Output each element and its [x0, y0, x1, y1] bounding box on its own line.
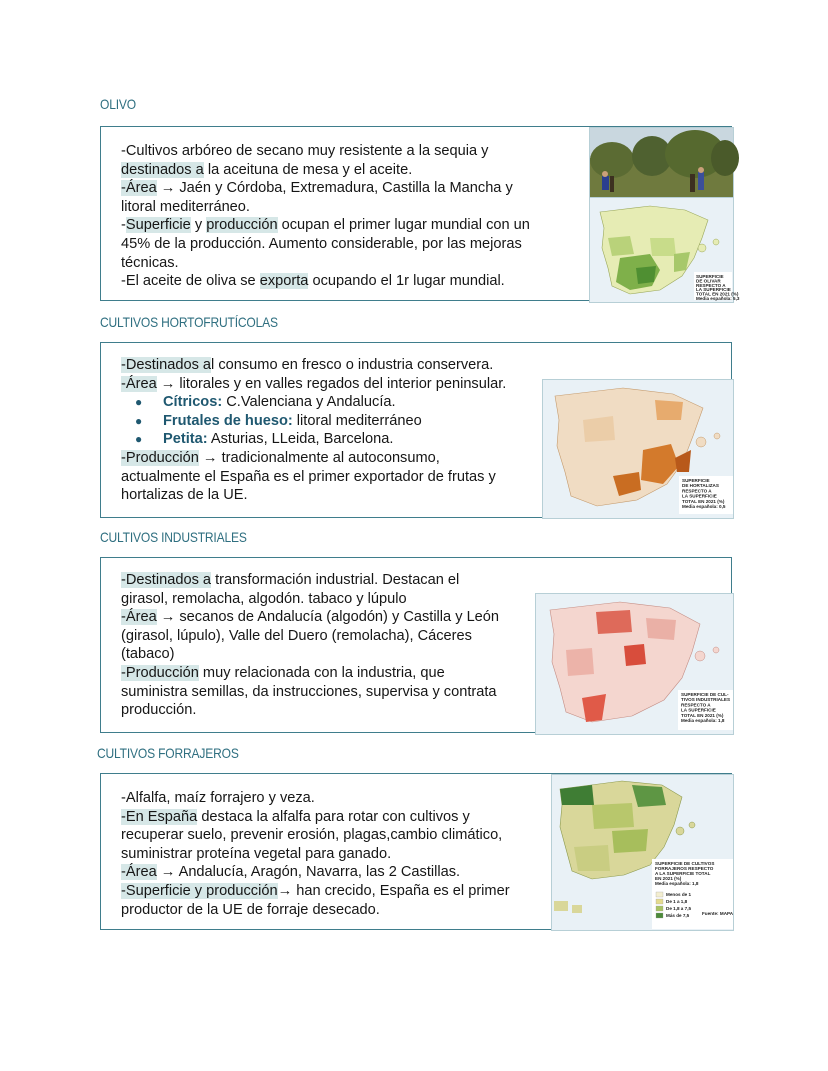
text-line: actualmente el España es el primer exportador de frutas y — [121, 468, 496, 485]
forrajeros-text — [121, 789, 510, 919]
text-line: -Cultivos arbóreo de secano muy resistente a la sequia y — [121, 143, 489, 159]
hortofruticolas-box — [100, 342, 732, 518]
map-legend-text: LA SUPERFICIE — [681, 707, 716, 713]
text-line: -Destinados al consumo en fresco o industria conservera. — [121, 357, 494, 373]
map-legend-class: De 1,8 a 7,5 — [666, 906, 692, 911]
map-legend-text: Media española: 1,8 — [655, 881, 699, 886]
map-legend-class: Más de 7,5 — [666, 913, 690, 918]
text-line: -En España destaca la alfalfa para rotar con cultivos y — [121, 808, 470, 825]
text-line: -Destinados a transformación industrial. Destacan el — [121, 572, 460, 588]
list-item: ● Petita: Asturias, LLeida, Barcelona. — [135, 431, 394, 448]
map-legend-text: TIVOS INDUSTRIALES — [681, 697, 731, 703]
text-line: suministrar proteína vegetal para ganado. — [121, 845, 392, 862]
text-line: -Alfalfa, maíz forrajero y veza. — [121, 790, 315, 806]
map-legend-text: Media española: 1,8 — [681, 718, 725, 723]
map-legend-text: A LA SUPERFICIE TOTAL — [655, 871, 711, 876]
map-source: Fuente: MAPA — [702, 911, 734, 916]
section-heading-forrajeros: CULTIVOS FORRAJEROS — [97, 745, 239, 761]
hortofruticolas-text — [121, 356, 506, 505]
horticulture-map — [542, 379, 734, 519]
legend-swatch — [656, 892, 663, 897]
bullet-icon: ● — [135, 432, 143, 447]
text-line: -Área → litorales y en valles regados del interior peninsular. — [121, 375, 507, 392]
bullet-icon: ● — [135, 395, 143, 410]
map-legend-text: SUPERFICIE — [682, 478, 710, 483]
legend-swatch — [656, 913, 663, 918]
olivo-text — [121, 142, 530, 291]
map-legend-class: Menos de 1 — [666, 892, 692, 897]
list-item: ● Cítricos: C.Valenciana y Andalucía. — [135, 394, 396, 411]
map-legend-class: De 1 a 1,8 — [666, 899, 688, 904]
text-line: recuperar suelo, prevenir erosión, plagas,cambio climático, — [121, 827, 503, 844]
text-line: -Área → secanos de Andalucía (algodón) y Castilla y León — [121, 609, 500, 626]
text-line: -Superficie y producción ocupan el primer lugar mundial con un — [121, 217, 530, 234]
olive-map — [589, 197, 740, 303]
text-line: -Superficie y producción→ han crecido, España es el primer — [121, 882, 510, 899]
olive-map-legend — [696, 274, 740, 301]
text-line: (tabaco) — [121, 646, 175, 663]
section-heading-olivo: OLIVO — [100, 96, 136, 112]
text-line: destinados a la aceituna de mesa y el aceite. — [121, 161, 413, 178]
map-legend-text: RESPECTO A — [681, 702, 711, 708]
map-legend-text: SUPERFICIE DE CULTIVOS — [655, 861, 715, 866]
map-legend-text: TOTAL EN 2021 (%) — [681, 712, 724, 718]
legend-swatch — [656, 906, 663, 911]
text-line: (girasol, lúpulo), Valle del Duero (remolacha), Cáceres — [121, 627, 472, 644]
text-line: producción. — [121, 702, 197, 719]
map-legend-text: TOTAL EN 2021 (%) — [682, 498, 725, 504]
forrajeros-box — [100, 773, 732, 930]
map-legend-text: DE HORTALIZAS — [682, 483, 719, 489]
map-legend-text: Media española: 0,5 — [682, 504, 726, 509]
map-legend-text: RESPECTO A — [682, 488, 712, 494]
section-heading-hortofruticolas: CULTIVOS HORTOFRUTÍCOLAS — [100, 314, 278, 330]
map-legend-text: TOTAL EN 2021 (%) — [696, 291, 739, 297]
legend-swatch — [656, 899, 663, 904]
map-legend-text: LA SUPERFICIE — [682, 493, 717, 499]
map-legend-text: Media española: 5,3 — [696, 296, 740, 301]
map-legend-text: SUPERFICIE DE CUL- — [681, 692, 729, 697]
text-line: girasol, remolacha, algodón. tabaco y lúpulo — [121, 590, 407, 607]
map-legend-text: DE OLIVAR — [696, 278, 721, 284]
text-line: litoral mediterráneo. — [121, 198, 250, 215]
text-line: -El aceite de oliva se exporta ocupando el 1r lugar mundial. — [121, 273, 505, 290]
text-line: -Producción → tradicionalmente al autoconsumo, — [121, 449, 440, 466]
text-line: -Área → Andalucía, Aragón, Navarra, las 2 Castillas. — [121, 864, 461, 881]
text-line: -Área → Jaén y Córdoba, Extremadura, Castilla la Mancha y — [121, 180, 513, 197]
map-legend-text: LA SUPERFICIE — [696, 287, 731, 293]
bullet-icon: ● — [135, 413, 143, 428]
map-legend-text: FORRAJEROS RESPECTO — [655, 866, 714, 871]
list-item: ● Frutales de hueso: litoral mediterráneo — [135, 412, 422, 429]
text-line: suministra semillas, da instrucciones, supervisa y contrata — [121, 683, 497, 700]
section-heading-industriales: CULTIVOS INDUSTRIALES — [100, 529, 247, 545]
olive-grove-photo — [589, 127, 734, 199]
olivo-box — [100, 126, 740, 301]
text-line: -Producción muy relacionada con la industria, que — [121, 664, 445, 681]
map-legend-text: EN 2021 (%) — [655, 876, 682, 881]
text-line: hortalizas de la UE. — [121, 487, 248, 504]
industriales-box — [100, 557, 732, 733]
industriales-text — [121, 571, 499, 720]
text-line: productor de la UE de forraje desecado. — [121, 901, 380, 918]
map-legend-text: SUPERFICIE — [696, 274, 724, 279]
map-legend-text: RESPECTO A — [696, 282, 726, 288]
text-line: 45% de la producción. Aumento considerable, por las mejoras — [121, 235, 522, 252]
industrial-map — [535, 593, 734, 735]
forage-map — [551, 774, 734, 931]
text-line: técnicas. — [121, 254, 179, 271]
